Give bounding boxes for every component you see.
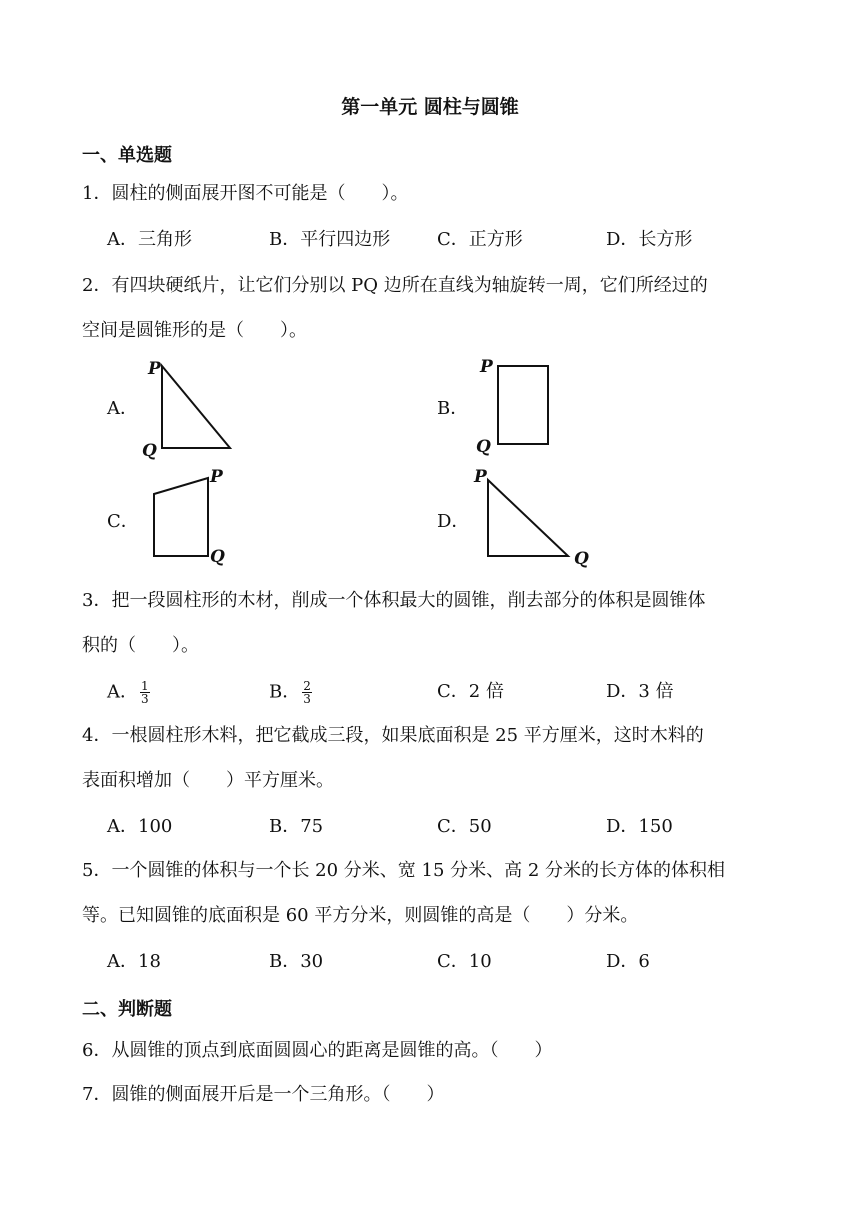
q3-option-b-label: B． (269, 681, 301, 703)
question-1-stem: 1．圆柱的侧面展开图不可能是（ ）。 (82, 183, 409, 204)
q3-option-d: D．3 倍 (606, 681, 674, 702)
q3-option-c: C．2 倍 (437, 681, 504, 702)
fraction-denominator: 3 (303, 692, 311, 706)
question-2-stem-line2: 空间是圆锥形的是（ ）。 (82, 320, 307, 341)
q3-option-a (107, 680, 150, 705)
figure-b-rectangle (474, 354, 564, 466)
q2-option-b: B． (437, 398, 469, 419)
q1-option-b: B．平行四边形 (269, 229, 391, 250)
figure-c-label-p: P (210, 467, 223, 487)
q3-option-a-label: A． (107, 681, 138, 703)
figure-d-label-q: Q (574, 549, 589, 569)
q1-option-d: D．长方形 (606, 229, 693, 250)
q5-option-d: D．6 (606, 951, 650, 972)
page-title: 第一单元 圆柱与圆锥 (341, 96, 519, 118)
q1-option-a: A．三角形 (107, 229, 192, 250)
figure-a-label-p: P (148, 359, 161, 379)
question-4-stem-line1: 4．一根圆柱形木料，把它截成三段，如果底面积是 25 平方厘米，这时木料的 (82, 725, 704, 746)
q4-option-b: B．75 (269, 816, 324, 837)
q4-option-c: C．50 (437, 816, 492, 837)
q5-option-a: A．18 (107, 951, 161, 972)
figure-d-right-triangle (472, 466, 602, 570)
fraction-numerator: 1 (141, 679, 149, 693)
q4-option-d: D．150 (606, 816, 673, 837)
figure-c-label-q: Q (210, 547, 225, 567)
question-5-stem-line2: 等。已知圆锥的底面积是 60 平方分米，则圆锥的高是（ ）分米。 (82, 905, 639, 926)
figure-d-label-p: P (474, 467, 487, 487)
figure-c-trapezoid (148, 466, 238, 570)
q1-option-c: C．正方形 (437, 229, 523, 250)
q4-option-a: A．100 (107, 816, 173, 837)
figure-a-label-q: Q (142, 441, 157, 461)
figure-b-label-q: Q (476, 437, 491, 457)
question-2-stem-line1: 2．有四块硬纸片，让它们分别以 PQ 边所在直线为轴旋转一周，它们所经过的 (82, 275, 708, 296)
q2-option-d: D． (437, 511, 470, 532)
q5-option-c: C．10 (437, 951, 492, 972)
fraction-one-third (140, 680, 150, 705)
question-3-stem-line2: 积的（ ）。 (82, 635, 199, 656)
section-heading-true-false: 二、判断题 (82, 999, 172, 1020)
question-3-stem-line1: 3．把一段圆柱形的木材，削成一个体积最大的圆锥，削去部分的体积是圆锥体 (82, 590, 706, 611)
q2-option-a: A． (107, 398, 138, 419)
fraction-two-thirds (302, 680, 312, 705)
fraction-numerator: 2 (303, 679, 311, 693)
question-6-stem: 6．从圆锥的顶点到底面圆圆心的距离是圆锥的高。（ ） (82, 1040, 553, 1061)
q3-option-b (269, 680, 312, 705)
question-5-stem-line1: 5．一个圆锥的体积与一个长 20 分米、宽 15 分米、高 2 分米的长方体的体积相 (82, 860, 726, 881)
q2-option-c: C． (107, 511, 139, 532)
question-7-stem: 7．圆锥的侧面展开后是一个三角形。（ ） (82, 1084, 445, 1105)
figure-b-label-p: P (480, 357, 493, 377)
question-4-stem-line2: 表面积增加（ ）平方厘米。 (82, 770, 334, 791)
section-heading-single-choice: 一、单选题 (82, 145, 172, 166)
fraction-denominator: 3 (141, 692, 149, 706)
figure-a-right-triangle (140, 356, 240, 466)
q5-option-b: B．30 (269, 951, 324, 972)
